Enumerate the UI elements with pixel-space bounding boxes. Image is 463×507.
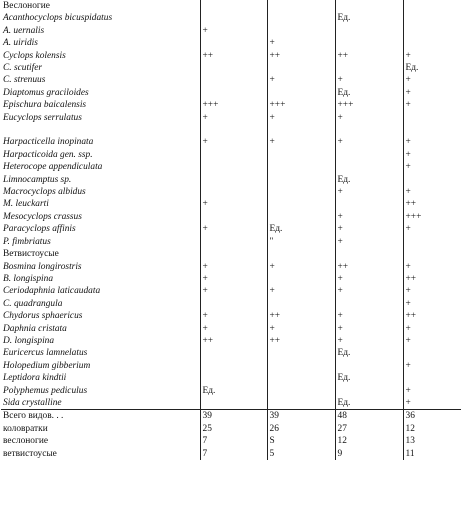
section-title: Ветвистоусые — [3, 249, 59, 260]
value-cell-col-2: ++ — [267, 310, 335, 322]
value-cell-col-1 — [200, 360, 267, 372]
value-cell-col-1 — [200, 161, 267, 173]
value-cell-col-2 — [267, 360, 335, 372]
table-row — [1, 136, 461, 148]
species-name: Polyphemus pediculus — [3, 385, 88, 396]
value-cell-col-4: + — [403, 149, 461, 161]
value-cell-col-1 — [200, 211, 267, 223]
value-cell-col-4: + — [403, 261, 461, 273]
species-name: Cyclops kolensis — [3, 50, 66, 61]
value-cell-col-2 — [267, 273, 335, 285]
table-row — [1, 99, 461, 111]
value-cell-col-2: ++ — [267, 50, 335, 62]
value-cell-col-3: + — [335, 186, 403, 198]
value-cell-col-2 — [267, 211, 335, 223]
value-cell-col-2: " — [267, 236, 335, 248]
value-cell-col-3: + — [335, 112, 403, 124]
value-cell-col-3 — [335, 360, 403, 372]
table-row — [1, 236, 461, 248]
value-cell-col-3: + — [335, 285, 403, 297]
species-name: Epischura baicalensis — [3, 100, 87, 111]
value-cell-col-4: + — [403, 186, 461, 198]
total-label: Всего видов. . . — [1, 410, 200, 423]
value-cell-col-4 — [403, 174, 461, 186]
total-row — [1, 410, 461, 423]
value-cell-col-1: + — [200, 25, 267, 37]
value-cell-col-3: 27 — [335, 423, 403, 435]
value-cell-col-4 — [403, 347, 461, 359]
species-name: Harpacticella inopinata — [3, 137, 94, 148]
table-row — [1, 186, 461, 198]
total-row — [1, 448, 461, 460]
table-row — [1, 25, 461, 37]
species-table-body — [1, 0, 461, 460]
species-name: C. quadrangula — [3, 298, 63, 309]
value-cell-col-1: + — [200, 136, 267, 148]
value-cell-col-4: + — [403, 385, 461, 397]
value-cell-col-2: Ед. — [267, 223, 335, 235]
species-name: M. leuckarti — [3, 199, 49, 210]
value-cell-col-4: + — [403, 223, 461, 235]
value-cell-col-4: + — [403, 74, 461, 86]
value-cell-col-4: 13 — [403, 435, 461, 447]
species-name: Ceriodaphnia laticaudata — [3, 286, 101, 297]
table-row — [1, 335, 461, 347]
value-cell-col-1: + — [200, 223, 267, 235]
value-cell-col-2 — [267, 248, 335, 260]
table-row — [1, 112, 461, 124]
value-cell-col-2: + — [267, 285, 335, 297]
value-cell-col-4: + — [403, 298, 461, 310]
total-label: коловратки — [3, 423, 48, 434]
value-cell-col-4: 12 — [403, 423, 461, 435]
value-cell-col-3: + — [335, 223, 403, 235]
value-cell-col-4 — [403, 12, 461, 24]
species-name: Mesocyclops crassus — [3, 211, 82, 222]
table-row — [1, 347, 461, 359]
value-cell-col-3 — [335, 37, 403, 49]
value-cell-col-1 — [200, 347, 267, 359]
value-cell-col-3: + — [335, 136, 403, 148]
value-cell-col-2 — [267, 0, 335, 12]
value-cell-col-1: + — [200, 310, 267, 322]
species-name: Sida crystalline — [3, 397, 62, 408]
value-cell-col-1 — [200, 186, 267, 198]
value-cell-col-1 — [200, 12, 267, 24]
species-name: Harpacticoida gen. ssp. — [3, 149, 93, 160]
total-label: ветвистоусые — [3, 448, 57, 459]
species-name: C. strenuus — [3, 75, 46, 86]
value-cell-col-2 — [267, 372, 335, 384]
value-cell-col-3: Ед. — [335, 372, 403, 384]
value-cell-col-3 — [335, 62, 403, 74]
value-cell-col-3 — [335, 385, 403, 397]
value-cell-col-4: + — [403, 323, 461, 335]
value-cell-col-2 — [267, 62, 335, 74]
value-cell-col-4: + — [403, 285, 461, 297]
value-cell-col-4: + — [403, 335, 461, 347]
value-cell-col-1 — [200, 236, 267, 248]
value-cell-col-3: + — [335, 74, 403, 86]
value-cell-col-3 — [335, 198, 403, 210]
value-cell-col-2 — [267, 385, 335, 397]
value-cell-col-2 — [267, 149, 335, 161]
total-label: веслоногие — [3, 436, 49, 447]
value-cell-col-3: ++ — [335, 261, 403, 273]
value-cell-col-1: 7 — [200, 448, 267, 460]
value-cell-col-2 — [267, 161, 335, 173]
value-cell-col-4: 36 — [403, 410, 461, 423]
species-name: Chydorus sphaericus — [3, 311, 83, 322]
value-cell-col-1 — [200, 174, 267, 186]
table-row — [1, 37, 461, 49]
value-cell-col-2 — [267, 186, 335, 198]
value-cell-col-1: 25 — [200, 423, 267, 435]
value-cell-col-2 — [267, 347, 335, 359]
species-table — [1, 0, 461, 460]
table-row — [1, 310, 461, 322]
value-cell-col-3 — [335, 25, 403, 37]
value-cell-col-1: + — [200, 261, 267, 273]
value-cell-col-1: + — [200, 323, 267, 335]
value-cell-col-1 — [200, 298, 267, 310]
value-cell-col-1: Ед. — [200, 385, 267, 397]
value-cell-col-4 — [403, 372, 461, 384]
table-row — [1, 50, 461, 62]
species-name: Paracyclops affinis — [3, 224, 76, 235]
value-cell-col-3: ++ — [335, 50, 403, 62]
value-cell-col-4: Ед. — [403, 62, 461, 74]
value-cell-col-2 — [267, 198, 335, 210]
value-cell-col-4: + — [403, 397, 461, 410]
table-row — [1, 385, 461, 397]
species-name: Acanthocyclops bicuspidatus — [3, 13, 113, 24]
value-cell-col-3: + — [335, 323, 403, 335]
species-name — [1, 124, 200, 136]
value-cell-col-1: ++ — [200, 335, 267, 347]
table-row — [1, 12, 461, 24]
value-cell-col-1 — [200, 248, 267, 260]
value-cell-col-4 — [403, 0, 461, 12]
value-cell-col-1 — [200, 397, 267, 410]
table-row — [1, 211, 461, 223]
total-row — [1, 423, 461, 435]
value-cell-col-4 — [403, 124, 461, 136]
value-cell-col-4: + — [403, 360, 461, 372]
species-name: Bosmina longirostris — [3, 261, 82, 272]
value-cell-col-4 — [403, 112, 461, 124]
table-row — [1, 62, 461, 74]
value-cell-col-4: + — [403, 99, 461, 111]
value-cell-col-3: Ед. — [335, 87, 403, 99]
value-cell-col-3 — [335, 298, 403, 310]
value-cell-col-1: + — [200, 273, 267, 285]
value-cell-col-1 — [200, 0, 267, 12]
value-cell-col-2 — [267, 397, 335, 410]
value-cell-col-1 — [200, 372, 267, 384]
table-row — [1, 273, 461, 285]
value-cell-col-3: 9 — [335, 448, 403, 460]
value-cell-col-3: Ед. — [335, 397, 403, 410]
value-cell-col-4: + — [403, 136, 461, 148]
value-cell-col-1: + — [200, 112, 267, 124]
table-row — [1, 161, 461, 173]
value-cell-col-4: 11 — [403, 448, 461, 460]
value-cell-col-2: 5 — [267, 448, 335, 460]
value-cell-col-2: + — [267, 261, 335, 273]
value-cell-col-3: Ед. — [335, 174, 403, 186]
value-cell-col-3: + — [335, 335, 403, 347]
value-cell-col-3 — [335, 149, 403, 161]
table-row — [1, 397, 461, 410]
value-cell-col-3: + — [335, 310, 403, 322]
value-cell-col-4: ++ — [403, 198, 461, 210]
value-cell-col-2: S — [267, 435, 335, 447]
spacer-row — [1, 124, 461, 136]
value-cell-col-3 — [335, 248, 403, 260]
value-cell-col-2: 39 — [267, 410, 335, 423]
value-cell-col-3: + — [335, 236, 403, 248]
value-cell-col-2 — [267, 87, 335, 99]
species-name: A. uiridis — [3, 38, 38, 49]
species-name: Limnocamptus sp. — [3, 174, 72, 185]
value-cell-col-2: + — [267, 136, 335, 148]
value-cell-col-1: 39 — [200, 410, 267, 423]
value-cell-col-4: +++ — [403, 211, 461, 223]
value-cell-col-2: +++ — [267, 99, 335, 111]
value-cell-col-3: Ед. — [335, 347, 403, 359]
value-cell-col-3: 12 — [335, 435, 403, 447]
section-title: Веслоногие — [3, 1, 50, 11]
value-cell-col-2 — [267, 298, 335, 310]
value-cell-col-2: + — [267, 74, 335, 86]
value-cell-col-2 — [267, 174, 335, 186]
value-cell-col-4: + — [403, 87, 461, 99]
value-cell-col-4: + — [403, 50, 461, 62]
species-name: Holopedium gibberium — [3, 360, 91, 371]
value-cell-col-4: + — [403, 161, 461, 173]
table-row — [1, 74, 461, 86]
value-cell-col-1: ++ — [200, 50, 267, 62]
table-row — [1, 223, 461, 235]
value-cell-col-3: 48 — [335, 410, 403, 423]
value-cell-col-1 — [200, 149, 267, 161]
species-name: Daphnia cristata — [3, 323, 67, 334]
value-cell-col-4 — [403, 25, 461, 37]
value-cell-col-2 — [267, 12, 335, 24]
table-row — [1, 198, 461, 210]
value-cell-col-2 — [267, 25, 335, 37]
species-name: Macrocyclops albidus — [3, 187, 86, 198]
value-cell-col-1 — [200, 62, 267, 74]
table-row — [1, 372, 461, 384]
value-cell-col-2: ++ — [267, 335, 335, 347]
value-cell-col-2: 26 — [267, 423, 335, 435]
value-cell-col-1 — [200, 74, 267, 86]
table-row — [1, 87, 461, 99]
value-cell-col-1 — [200, 87, 267, 99]
species-name: B. longispina — [3, 273, 54, 284]
value-cell-col-1 — [200, 37, 267, 49]
table-row — [1, 323, 461, 335]
table-row — [1, 149, 461, 161]
table-row — [1, 174, 461, 186]
value-cell-col-1: 7 — [200, 435, 267, 447]
value-cell-col-3: +++ — [335, 99, 403, 111]
value-cell-col-4 — [403, 248, 461, 260]
species-name: P. fimbriatus — [3, 236, 51, 247]
value-cell-col-3 — [335, 161, 403, 173]
value-cell-col-4: ++ — [403, 273, 461, 285]
table-row — [1, 261, 461, 273]
value-cell-col-3: + — [335, 211, 403, 223]
species-name: Heterocope appendiculata — [3, 162, 103, 173]
species-name: Euricercus lamnelatus — [3, 348, 88, 359]
species-name: Eucyclops serrulatus — [3, 112, 82, 123]
value-cell-col-2 — [267, 124, 335, 136]
value-cell-col-1 — [200, 124, 267, 136]
value-cell-col-3: + — [335, 273, 403, 285]
value-cell-col-1: +++ — [200, 99, 267, 111]
species-name: Leptidora kindtii — [3, 373, 67, 384]
species-name: A. uernalis — [3, 25, 45, 36]
table-row — [1, 298, 461, 310]
species-name: Diaptomus graciloides — [3, 87, 89, 98]
table-row — [1, 285, 461, 297]
species-name: C. scutifer — [3, 63, 43, 74]
value-cell-col-1: + — [200, 198, 267, 210]
value-cell-col-3 — [335, 124, 403, 136]
section-header-row — [1, 0, 461, 12]
species-name: D. longispina — [3, 335, 55, 346]
total-row — [1, 435, 461, 447]
value-cell-col-3 — [335, 0, 403, 12]
value-cell-col-4 — [403, 37, 461, 49]
value-cell-col-1: + — [200, 285, 267, 297]
value-cell-col-2: + — [267, 112, 335, 124]
value-cell-col-2: + — [267, 37, 335, 49]
section-header-row — [1, 248, 461, 260]
value-cell-col-2: + — [267, 323, 335, 335]
table-row — [1, 360, 461, 372]
value-cell-col-4: ++ — [403, 310, 461, 322]
value-cell-col-3: Ед. — [335, 12, 403, 24]
value-cell-col-4 — [403, 236, 461, 248]
